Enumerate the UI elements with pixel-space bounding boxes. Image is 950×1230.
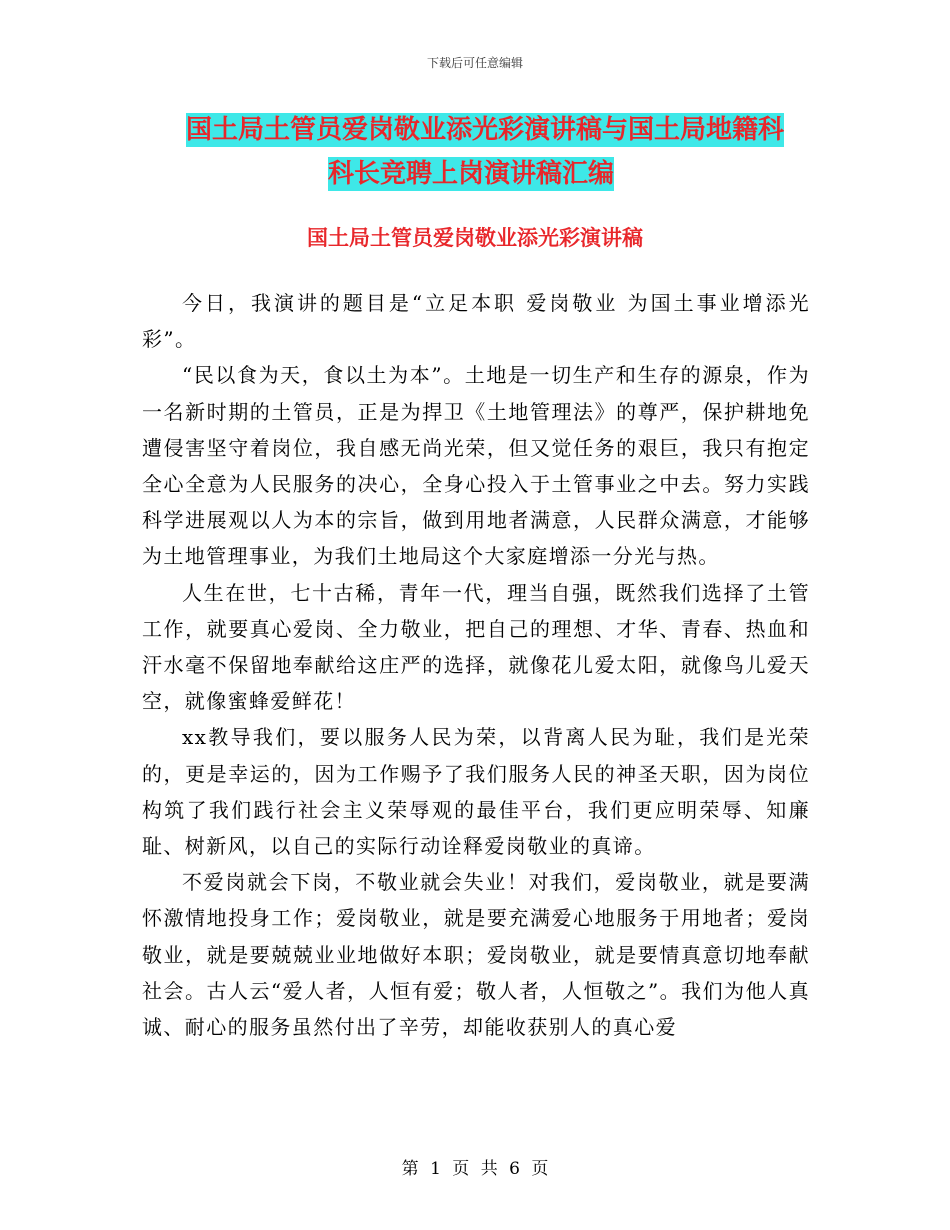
body-text — [142, 285, 810, 1045]
section-title: 国土局土管员爱岗敬业添光彩演讲稿 — [307, 226, 643, 250]
header-note: 下载后可任意编辑 — [426, 56, 523, 70]
document-title — [186, 108, 826, 196]
page-number-footer: 第 1 页 共 6 页 — [401, 1159, 549, 1179]
document-title-line-1: 国土局土管员爱岗敬业添光彩演讲稿与国土局地籍科 — [186, 115, 785, 145]
paragraph: 不爱岗就会下岗，不敬业就会失业！对我们，爱岗敬业，就是要满怀激情地投身工作；爱岗敬业，就是要充满爱心地服务于用地者；爱岗敬业，就是要兢兢业业地做好本职；爱岗敬业，就是要情真意切地奉献社会。古人云“爱人者，人恒有爱；敬人者，人恒敬之”。我们为他人真诚、耐心的服务虽然付出了辛劳，却能收获别人的真心爱 — [142, 870, 810, 1040]
document-title-line-2: 科长竞聘上岗演讲稿汇编 — [328, 159, 615, 189]
paragraph: xx教导我们，要以服务人民为荣，以背离人民为耻，我们是光荣的，更是幸运的，因为工作赐予了我们服务人民的神圣天职，因为岗位构筑了我们践行社会主义荣辱观的最佳平台，我们更应明荣辱、知廉耻、树新风，以自己的实际行动诠释爱岗敬业的真谛。 — [142, 725, 810, 859]
paragraph: 今日，我演讲的题目是“立足本职 爱岗敬业 为国土事业增添光彩”。 — [142, 291, 810, 352]
paragraph: 人生在世，七十古稀，青年一代，理当自强，既然我们选择了土管工作，就要真心爱岗、全力敬业，把自己的理想、才华、青春、热血和汗水毫不保留地奉献给这庄严的选择，就像花儿爱太阳，就像鸟儿爱天空，就像蜜蜂爱鲜花！ — [142, 580, 810, 714]
paragraph: “民以食为天，食以土为本”。土地是一切生产和生存的源泉，作为一名新时期的土管员，正是为捍卫《土地管理法》的尊严，保护耕地免遭侵害坚守着岗位，我自感无尚光荣，但又觉任务的艰巨，我只有抱定全心全意为人民服务的决心，全身心投入于土管事业之中去。努力实践科学进展观以人为本的宗旨，做到用地者满意，人民群众满意，才能够为土地管理事业，为我们土地局这个大家庭增添一分光与热。 — [142, 363, 810, 569]
